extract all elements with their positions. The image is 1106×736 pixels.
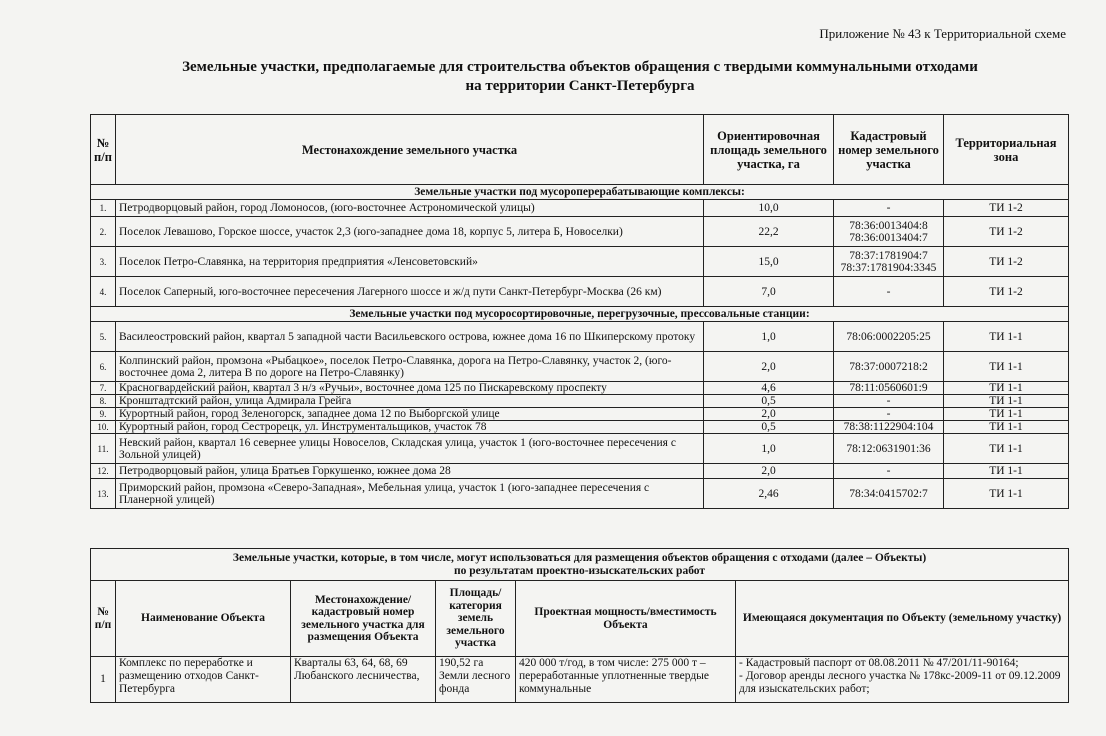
- cell-zone: ТИ 1-1: [944, 395, 1069, 408]
- cell-location: Курортный район, город Зеленогорск, западнее дома 12 по Выборгской улице: [116, 408, 704, 421]
- cell-num: 9.: [91, 408, 116, 421]
- table-row: [91, 657, 1069, 703]
- cell-zone: ТИ 1-1: [944, 479, 1069, 509]
- cell-cadastral: 78:38:1122904:104: [834, 421, 944, 434]
- table-row: [91, 277, 1069, 307]
- cell-location: Приморский район, промзона «Северо-Западная», Мебельная улица, участок 1 (юго-западнее пересечения с Планерной улицей): [116, 479, 704, 509]
- cell-location: Кварталы 63, 64, 68, 69 Любанского лесничества,: [291, 657, 436, 703]
- cell-zone: ТИ 1-1: [944, 408, 1069, 421]
- cell-zone: ТИ 1-1: [944, 322, 1069, 352]
- cell-area: 2,0: [704, 408, 834, 421]
- table-row: [91, 200, 1069, 217]
- cell-location: Петродворцовый район, город Ломоносов, (юго-восточнее Астрономической улицы): [116, 200, 704, 217]
- annex-caption: Приложение № 43 к Территориальной схеме: [819, 26, 1066, 41]
- section-title: Земельные участки под мусоросортировочные, перегрузочные, прессовальные станции:: [91, 307, 1069, 322]
- docs-item-1: - Кадастровый паспорт от 08.08.2011 № 47/201/11-90164;: [739, 657, 1019, 669]
- cell-location: Колпинский район, промзона «Рыбацкое», поселок Петро-Славянка, дорога на Петро-Славянку, участок 2, (юго-восточнее дома 2, литера В по дороге на Петро-Славянку): [116, 352, 704, 382]
- cell-area: 2,46: [704, 479, 834, 509]
- cell-num: 2.: [91, 217, 116, 247]
- table-row: [91, 352, 1069, 382]
- cell-cadastral: 78:11:0560601:9: [834, 382, 944, 395]
- table-body: [91, 185, 1069, 509]
- cell-area: 0,5: [704, 395, 834, 408]
- cell-location: Поселок Саперный, юго-восточнее пересечения Лагерного шоссе и ж/д пути Санкт-Петербург-Москва (26 км): [116, 277, 704, 307]
- cell-cadastral: 78:12:0631901:36: [834, 434, 944, 464]
- cell-cadastral: 78:06:0002205:25: [834, 322, 944, 352]
- cell-zone: ТИ 1-1: [944, 382, 1069, 395]
- cell-num: 4.: [91, 277, 116, 307]
- cell-location: Курортный район, город Сестрорецк, ул. Инструментальщиков, участок 78: [116, 421, 704, 434]
- cell-num: 8.: [91, 395, 116, 408]
- cell-area: 190,52 га Земли лесного фонда: [436, 657, 516, 703]
- table-row: [91, 479, 1069, 509]
- cell-zone: ТИ 1-1: [944, 352, 1069, 382]
- objects-caption: [91, 549, 1069, 581]
- cell-cadastral: -: [834, 200, 944, 217]
- cell-num: 13.: [91, 479, 116, 509]
- section-title: Земельные участки под мусороперерабатывающие комплексы:: [91, 185, 1069, 200]
- cell-zone: ТИ 1-1: [944, 464, 1069, 479]
- section-row: [91, 185, 1069, 200]
- table-row: [91, 464, 1069, 479]
- table-row: [91, 408, 1069, 421]
- header-num: № п/п: [91, 115, 116, 185]
- cell-cadastral: 78:36:0013404:8 78:36:0013404:7: [834, 217, 944, 247]
- cell-area: 7,0: [704, 277, 834, 307]
- document-title: [90, 58, 1070, 96]
- header-location: Местонахождение/ кадастровый номер земельного участка для размещения Объекта: [291, 581, 436, 657]
- cell-num: 10.: [91, 421, 116, 434]
- cell-num: 1: [91, 657, 116, 703]
- cell-location: Красногвардейский район, квартал 3 н/з «Ручьи», восточнее дома 125 по Пискаревскому проспекту: [116, 382, 704, 395]
- cell-cadastral: -: [834, 277, 944, 307]
- header-docs: Имеющаяся документация по Объекту (земельному участку): [736, 581, 1069, 657]
- header-num: № п/п: [91, 581, 116, 657]
- table-row: [91, 247, 1069, 277]
- section-row: [91, 307, 1069, 322]
- title-line-1: Земельные участки, предполагаемые для строительства объектов обращения с твердыми коммунальными отходами: [182, 59, 978, 75]
- cell-zone: ТИ 1-2: [944, 247, 1069, 277]
- cell-area: 10,0: [704, 200, 834, 217]
- table-row: [91, 421, 1069, 434]
- cell-cadastral: 78:37:1781904:7 78:37:1781904:3345: [834, 247, 944, 277]
- caption-line-1: Земельные участки, которые, в том числе, могут использоваться для размещения объектов обращения с отходами (далее – Объекты): [232, 552, 927, 564]
- cell-area: 0,5: [704, 421, 834, 434]
- cell-cadastral: -: [834, 408, 944, 421]
- header-name: Наименование Объекта: [116, 581, 291, 657]
- cell-num: 1.: [91, 200, 116, 217]
- cell-docs: [736, 657, 1069, 703]
- docs-item-2: - Договор аренды лесного участка № 178кс-2009-11 от 09.12.2009 для изыскательских работ;: [739, 670, 1061, 695]
- cell-location: Петродворцовый район, улица Братьев Горкушенко, южнее дома 28: [116, 464, 704, 479]
- cell-location: Поселок Петро-Славянка, на территория предприятия «Ленсоветовский»: [116, 247, 704, 277]
- caption-line-2: по результатам проектно-изыскательских работ: [454, 564, 706, 577]
- header-capacity: Проектная мощность/вместимость Объекта: [516, 581, 736, 657]
- cell-num: 12.: [91, 464, 116, 479]
- table-row: [91, 395, 1069, 408]
- cell-zone: ТИ 1-2: [944, 277, 1069, 307]
- cell-area: 22,2: [704, 217, 834, 247]
- table-row: [91, 382, 1069, 395]
- table-row: [91, 434, 1069, 464]
- header-area: Ориентировочная площадь земельного участка, га: [704, 115, 834, 185]
- cell-location: Невский район, квартал 16 севернее улицы Новоселов, Складская улица, участок 1 (юго-восточнее пересечения с Зольной улицей): [116, 434, 704, 464]
- header-area: Площадь/ категория земель земельного участка: [436, 581, 516, 657]
- cell-cadastral: 78:37:0007218:2: [834, 352, 944, 382]
- cell-location: Поселок Левашово, Горское шоссе, участок 2,3 (юго-западнее дома 18, корпус 5, литера Б, Новоселки): [116, 217, 704, 247]
- cell-area: 1,0: [704, 434, 834, 464]
- cell-num: 7.: [91, 382, 116, 395]
- table-row: [91, 322, 1069, 352]
- cell-num: 6.: [91, 352, 116, 382]
- cell-cadastral: 78:34:0415702:7: [834, 479, 944, 509]
- objects-table: [90, 548, 1069, 703]
- header-zone: Территориальная зона: [944, 115, 1069, 185]
- land-plots-table: [90, 114, 1069, 509]
- cell-num: 5.: [91, 322, 116, 352]
- cell-capacity: 420 000 т/год, в том числе: 275 000 т – переработанные уплотненные твердые коммунальные: [516, 657, 736, 703]
- cell-area: 2,0: [704, 352, 834, 382]
- cell-name: Комплекс по переработке и размещению отходов Санкт-Петербурга: [116, 657, 291, 703]
- cell-area: 2,0: [704, 464, 834, 479]
- cell-zone: ТИ 1-1: [944, 434, 1069, 464]
- cell-zone: ТИ 1-2: [944, 217, 1069, 247]
- cell-num: 11.: [91, 434, 116, 464]
- header-location: Местонахождение земельного участка: [116, 115, 704, 185]
- title-line-2: на территории Санкт-Петербурга: [465, 78, 695, 94]
- cell-area: 15,0: [704, 247, 834, 277]
- cell-area: 1,0: [704, 322, 834, 352]
- cell-zone: ТИ 1-2: [944, 200, 1069, 217]
- cell-cadastral: -: [834, 464, 944, 479]
- cell-location: Василеостровский район, квартал 5 западной части Васильевского острова, южнее дома 16 по Шкиперскому протоку: [116, 322, 704, 352]
- cell-area: 4,6: [704, 382, 834, 395]
- cell-location: Кронштадтский район, улица Адмирала Грейга: [116, 395, 704, 408]
- table-row: [91, 217, 1069, 247]
- cell-cadastral: -: [834, 395, 944, 408]
- header-cadastral: Кадастровый номер земельного участка: [834, 115, 944, 185]
- cell-zone: ТИ 1-1: [944, 421, 1069, 434]
- cell-num: 3.: [91, 247, 116, 277]
